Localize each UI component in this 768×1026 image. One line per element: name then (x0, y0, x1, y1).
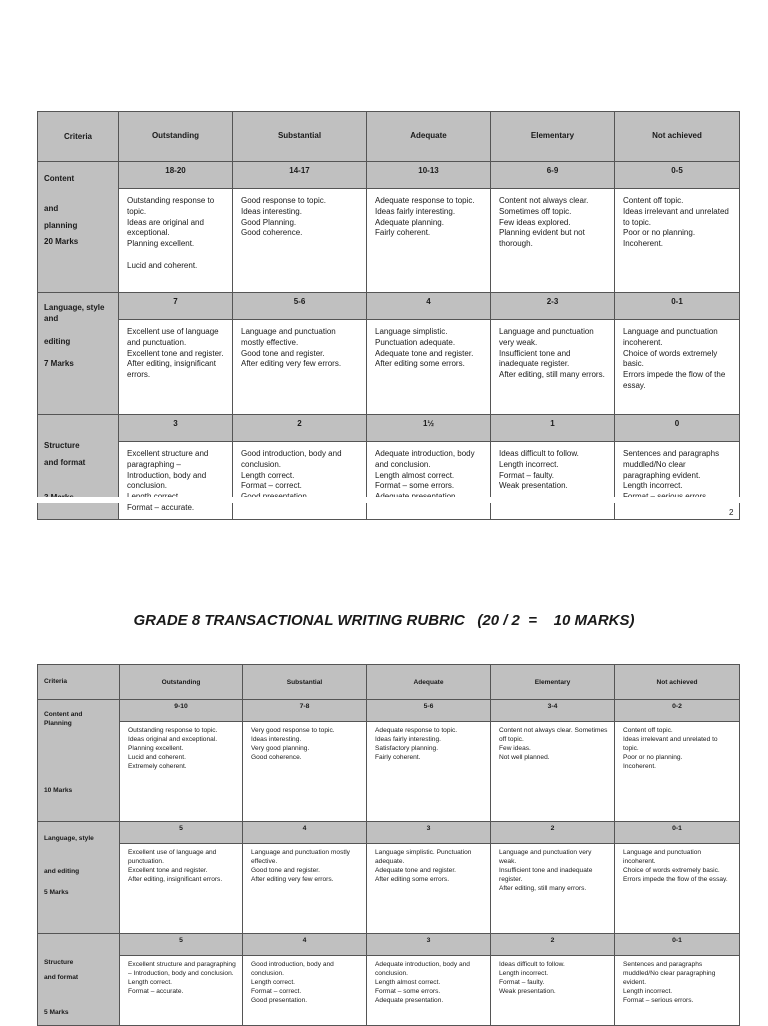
score-cell: 6-9 (491, 162, 615, 189)
criteria-header: Criteria (38, 665, 120, 700)
descriptor-cell: Adequate introduction, body and conclusion. Length almost correct. Format – some errors. (367, 442, 491, 520)
descriptor-cell: Excellent use of language and punctuation. Excellent tone and register. After editing, insignificant errors. (119, 320, 233, 415)
level-header-adequate: Adequate (367, 112, 491, 162)
score-cell: 4 (243, 934, 367, 956)
descriptor-cell: Language and punctuation mostly effective. Good tone and register. After editing very few errors. (243, 844, 367, 934)
level-header-not-achieved: Not achieved (615, 665, 740, 700)
score-row (38, 293, 740, 320)
score-cell: 7 (119, 293, 233, 320)
score-cell: 0 (615, 415, 740, 442)
criteria-cell-language (38, 822, 120, 934)
descriptor-cell: Content not always clear. Sometimes off topic. Few ideas. Not well planned. (491, 722, 615, 822)
criteria-cell-structure (38, 415, 119, 520)
criteria-label: 5 Marks (44, 1009, 69, 1016)
level-header-elementary: Elementary (491, 665, 615, 700)
criteria-label: Content and Planning (44, 711, 83, 727)
criteria-label: and format (44, 457, 86, 467)
criteria-label: and (44, 203, 59, 213)
level-header-substantial: Substantial (243, 665, 367, 700)
score-cell: 2 (233, 415, 367, 442)
score-row (38, 162, 740, 189)
score-cell: 5-6 (367, 700, 491, 722)
descriptor-cell: Language and punctuation very weak. Insufficient tone and inadequate register. After editing, still many errors. (491, 320, 615, 415)
descriptor-cell: Language simplistic. Punctuation adequate. Adequate tone and register. After editing some errors. (367, 320, 491, 415)
criteria-label: 7 Marks (44, 359, 74, 369)
descriptor-row (38, 320, 740, 415)
score-cell: 5 (120, 822, 243, 844)
rubric-table-1 (37, 111, 740, 520)
score-cell: 0-2 (615, 700, 740, 722)
score-cell: 0-5 (615, 162, 740, 189)
descriptor-cell: Very good response to topic. Ideas interesting. Very good planning. Good coherence. (243, 722, 367, 822)
score-cell: 3 (367, 934, 491, 956)
score-cell: 3 (119, 415, 233, 442)
descriptor-cell: Ideas difficult to follow. Length incorrect. Format – faulty. Weak presentation. (491, 442, 615, 520)
score-cell: 5 (120, 934, 243, 956)
criteria-cell-content (38, 700, 120, 822)
level-header-outstanding: Outstanding (119, 112, 233, 162)
criteria-label: and editing (44, 868, 80, 875)
descriptor-row (38, 189, 740, 293)
score-cell: 2-3 (491, 293, 615, 320)
score-cell: 10-13 (367, 162, 491, 189)
score-cell: 0-1 (615, 293, 740, 320)
score-cell: 9-10 (120, 700, 243, 722)
descriptor-cell: Content not always clear. Sometimes off topic. Few ideas explored. Planning evident but not thorough. (491, 189, 615, 293)
rubric-title: GRADE 8 TRANSACTIONAL WRITING RUBRIC (20 / 2 = 10 MARKS) (133, 612, 635, 629)
descriptor-cell: Adequate response to topic. Ideas fairly interesting. Adequate planning. Fairly coherent. (367, 189, 491, 293)
score-cell: 1½ (367, 415, 491, 442)
score-cell: 5-6 (233, 293, 367, 320)
criteria-label: Content (44, 174, 75, 183)
criteria-label: editing (44, 336, 71, 346)
criteria-label: and format (44, 974, 79, 981)
score-cell: 1 (491, 415, 615, 442)
score-row (38, 822, 740, 844)
descriptor-cell: Excellent structure and paragraphing – Introduction, body and conclusion. Length correct. Format – accurate. (120, 956, 243, 1026)
score-row (38, 934, 740, 956)
level-header-substantial: Substantial (233, 112, 367, 162)
descriptor-row (38, 844, 740, 934)
score-cell: 2 (491, 934, 615, 956)
descriptor-cell: Content off topic. Ideas irrelevant and unrelated to topic. Poor or no planning. Incoherent. (615, 189, 740, 293)
descriptor-cell: Language and punctuation very weak. Insufficient tone and inadequate register. After editing, still many errors. (491, 844, 615, 934)
descriptor-cell: Outstanding response to topic. Ideas original and exceptional. Planning excellent. Lucid and coherent. Extremely coherent. (120, 722, 243, 822)
criteria-label: Structure (44, 959, 74, 966)
level-header-not-achieved: Not achieved (615, 112, 740, 162)
descriptor-row (38, 722, 740, 822)
score-cell: 4 (367, 293, 491, 320)
criteria-label: Language, style and (44, 303, 105, 323)
score-cell: 3-4 (491, 700, 615, 722)
descriptor-cell: Ideas difficult to follow. Length incorrect. Format – faulty. Weak presentation. (491, 956, 615, 1026)
descriptor-cell: Good response to topic. Ideas interesting. Good Planning. Good coherence. (233, 189, 367, 293)
score-cell: 18-20 (119, 162, 233, 189)
descriptor-cell: Language and punctuation incoherent. Choice of words extremely basic. Errors impede the flow of the essay. (615, 844, 740, 934)
descriptor-cell: Sentences and paragraphs muddled/No clear paragraphing evident. Length incorrect. Format – serious errors. (615, 956, 740, 1026)
descriptor-cell: Adequate response to topic. Ideas fairly interesting. Satisfactory planning. Fairly coherent. (367, 722, 491, 822)
criteria-label: 10 Marks (44, 787, 73, 794)
descriptor-cell: Excellent structure and paragraphing – Introduction, body and conclusion. Format – accurate. (119, 442, 233, 520)
level-header-elementary: Elementary (491, 112, 615, 162)
criteria-cell-structure (38, 934, 120, 1026)
descriptor-row (38, 956, 740, 1026)
descriptor-cell: Content off topic. Ideas irrelevant and unrelated to topic. Poor or no planning. Incoherent. (615, 722, 740, 822)
criteria-cell-content (38, 162, 119, 293)
header-row (38, 665, 740, 700)
criteria-label: 5 Marks (44, 889, 69, 896)
descriptor-row (38, 442, 740, 520)
descriptor-cell: Sentences and paragraphs muddled/No clear paragraphing evident. Length incorrect. (615, 442, 740, 520)
descriptor-cell: Good introduction, body and conclusion. Length correct. Format – correct. Good presentation. (243, 956, 367, 1026)
score-cell: 7-8 (243, 700, 367, 722)
descriptor-cell: Adequate introduction, body and conclusion. Length almost correct. Format – some errors. Adequate presentation. (367, 956, 491, 1026)
criteria-header: Criteria (38, 112, 119, 162)
descriptor-cell: Language simplistic. Punctuation adequate. Adequate tone and register. After editing some errors. (367, 844, 491, 934)
rubric-table-2 (37, 664, 740, 1026)
page-break-mask (0, 497, 768, 503)
criteria-label: Language, style (44, 835, 94, 842)
score-cell: 0-1 (615, 822, 740, 844)
descriptor-cell: Language and punctuation mostly effective. Good tone and register. After editing very few errors. (233, 320, 367, 415)
descriptor-cell: Language and punctuation incoherent. Choice of words extremely basic. Errors impede the flow of the essay. (615, 320, 740, 415)
score-cell: 4 (243, 822, 367, 844)
score-cell: 3 (367, 822, 491, 844)
criteria-label: Structure (44, 441, 80, 450)
header-row (38, 112, 740, 162)
criteria-label: 20 Marks (44, 237, 79, 247)
criteria-cell-language (38, 293, 119, 415)
score-cell: 2 (491, 822, 615, 844)
score-row (38, 700, 740, 722)
criteria-label: planning (44, 220, 78, 230)
score-cell: 14-17 (233, 162, 367, 189)
descriptor-cell: Good introduction, body and conclusion. Length correct. Format – correct. (233, 442, 367, 520)
score-cell: 0-1 (615, 934, 740, 956)
score-row (38, 415, 740, 442)
page-number: 2 (729, 508, 734, 517)
level-header-adequate: Adequate (367, 665, 491, 700)
descriptor-cell: Excellent use of language and punctuation. Excellent tone and register. After editing, insignificant errors. (120, 844, 243, 934)
descriptor-cell: Outstanding response to topic. Ideas are original and exceptional. Planning excellent. Lucid and coherent. (119, 189, 233, 293)
level-header-outstanding: Outstanding (120, 665, 243, 700)
